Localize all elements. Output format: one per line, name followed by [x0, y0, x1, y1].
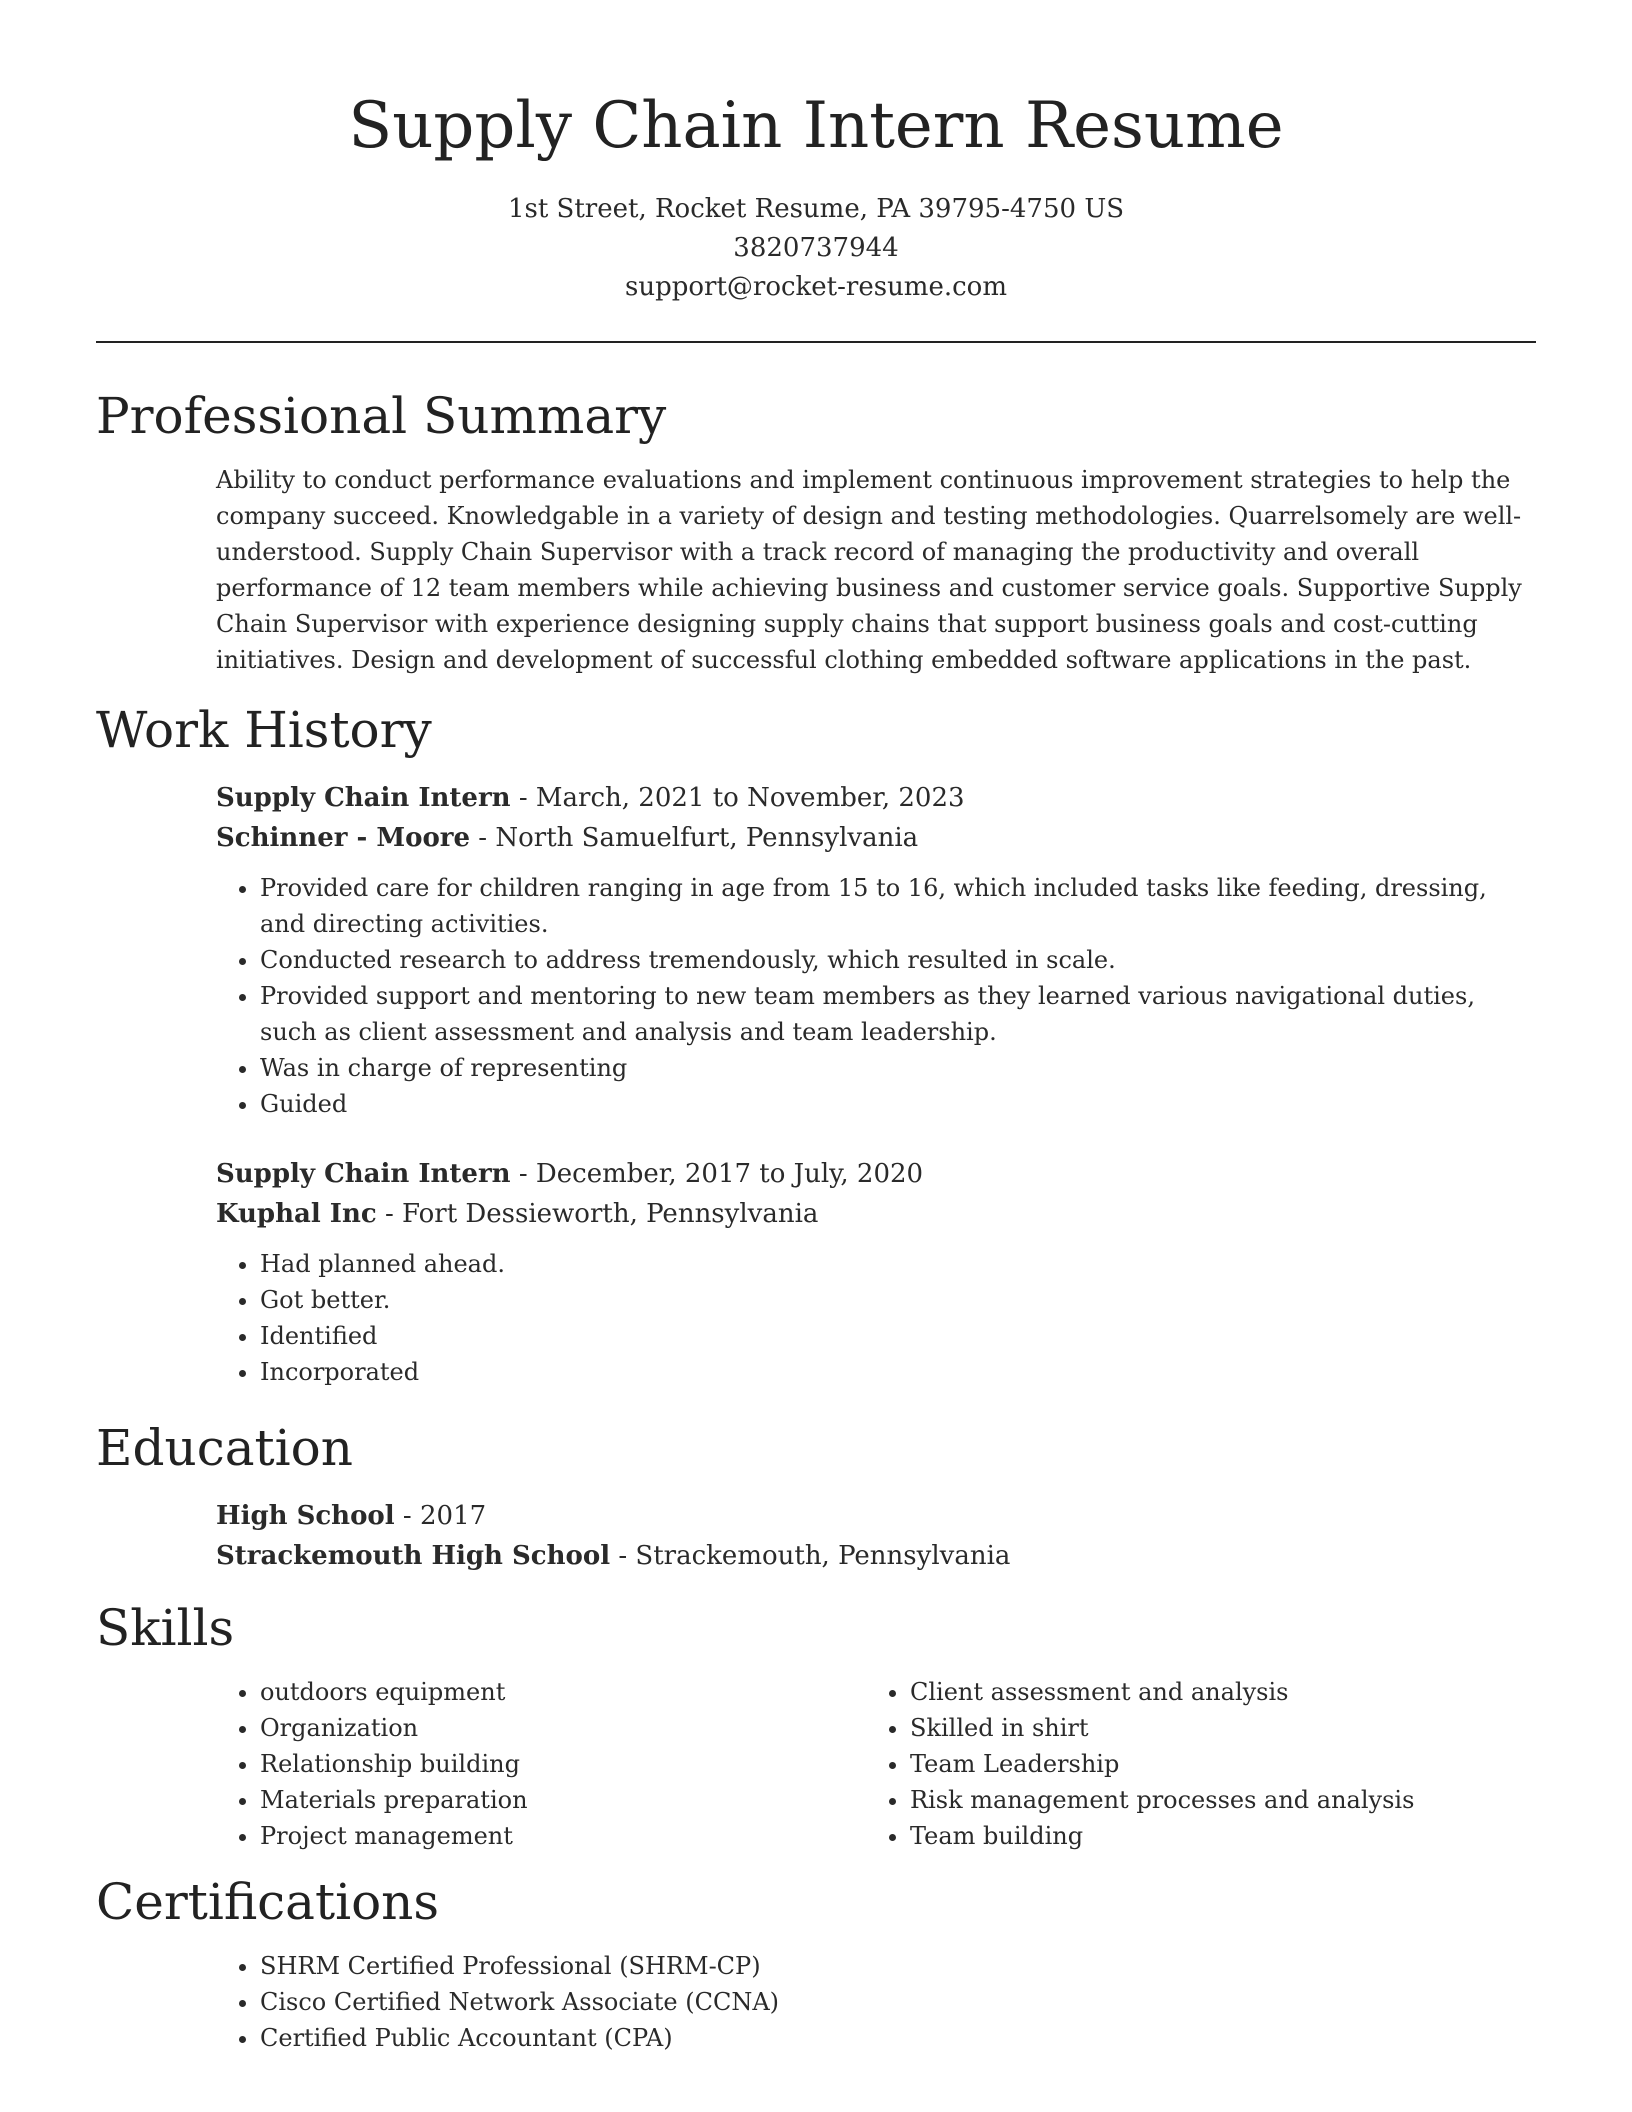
list-item: • SHRM Certified Professional (SHRM-CP) [260, 1948, 1536, 1984]
separator: - [510, 1159, 536, 1189]
jobs-list [216, 778, 1536, 1390]
job-location: North Samuelfurt, Pennsylvania [495, 823, 919, 853]
summary-heading: Professional Summary [96, 387, 667, 445]
list-item: • Certified Public Accountant (CPA) [260, 2020, 1536, 2056]
list-item: • Identified [260, 1318, 1536, 1354]
job-title-line [216, 778, 1536, 818]
list-item: • Incorporated [260, 1354, 1536, 1390]
address: 1st Street, Rocket Resume, PA 39795-4750 US [507, 194, 1125, 224]
separator: - [610, 1541, 636, 1571]
certifications-section [96, 1870, 1536, 2056]
job-company: Kuphal Inc [216, 1199, 377, 1229]
job-bullets [216, 870, 1536, 1122]
resume-title: Supply Chain Intern Resume [348, 89, 1284, 163]
education-school: Strackemouth High School [216, 1541, 611, 1571]
job-dates: December, 2017 to July, 2020 [535, 1159, 924, 1189]
list-item: • Risk management processes and analysis [910, 1782, 1516, 1818]
job-position: Supply Chain Intern [216, 1159, 511, 1189]
certifications-list-wrap [216, 1948, 1536, 2056]
skills-grid [216, 1674, 1536, 1854]
certifications-list [216, 1948, 1536, 2056]
job-title-line [216, 1154, 1536, 1194]
education-entry [216, 1496, 1536, 1576]
job-location: Fort Dessieworth, Pennsylvania [402, 1199, 819, 1229]
list-item: • Got better. [260, 1282, 1536, 1318]
list-item: • Guided [260, 1086, 1536, 1122]
summary-section [96, 384, 1536, 678]
education-degree: High School [216, 1501, 395, 1531]
job-company-line [216, 818, 1536, 858]
list-item: • Materials preparation [260, 1782, 866, 1818]
job-company: Schinner - Moore [216, 823, 471, 853]
skills-column-left [216, 1674, 866, 1854]
list-item: • Cisco Certified Network Associate (CCNA) [260, 1984, 1536, 2020]
job-bullets [216, 1246, 1536, 1390]
job-position: Supply Chain Intern [216, 783, 511, 813]
list-item: • Team building [910, 1818, 1516, 1854]
job-entry [216, 778, 1536, 1122]
list-item: • Project management [260, 1818, 866, 1854]
list-item: • Client assessment and analysis [910, 1674, 1516, 1710]
resume-header [0, 0, 1632, 307]
resume-content [96, 380, 1536, 2056]
education-degree-line [216, 1496, 1536, 1536]
education-location: Strackemouth, Pennsylvania [635, 1541, 1011, 1571]
job-dates: March, 2021 to November, 2023 [535, 783, 965, 813]
education-school-line [216, 1536, 1536, 1576]
list-item: • Provided care for children ranging in age from 15 to 16, which included tasks like feeding, dressing, and directing activities. [260, 870, 1536, 942]
list-item: • Provided support and mentoring to new team members as they learned various navigational duties, such as client assessment and analysis and team leadership. [260, 978, 1536, 1050]
skills-list-right [866, 1674, 1516, 1854]
phone: 3820737944 [733, 233, 899, 263]
list-item: • Skilled in shirt [910, 1710, 1516, 1746]
list-item: • Conducted research to address tremendously, which resulted in scale. [260, 942, 1536, 978]
skills-list-left [216, 1674, 866, 1854]
separator: - [470, 823, 496, 853]
education-section [96, 1416, 1536, 1576]
email: support@rocket-resume.com [624, 272, 1007, 302]
job-company-line [216, 1194, 1536, 1234]
work-history-heading: Work History [96, 701, 432, 759]
work-history-section [96, 698, 1536, 1390]
summary-text: Ability to conduct performance evaluations and implement continuous improvement strategies to help the company succeed. Knowledgable in a variety of design and testing methodologies. Quarrelsomely are well-understood. Supply Chain Supervisor with a track record of managing the productivity and overall performance of 12 team members while achieving business and customer service goals. Supportive Supply Chain Supervisor with experience designing supply chains that support business goals and cost-cutting initiatives. Design and development of successful clothing embedded software applications in the past. [216, 466, 1522, 674]
header-divider [96, 341, 1536, 343]
education-heading: Education [96, 1419, 353, 1477]
contact-block [0, 190, 1632, 307]
separator: - [376, 1199, 403, 1229]
list-item: • Had planned ahead. [260, 1246, 1536, 1282]
separator: - [510, 783, 536, 813]
job-entry [216, 1154, 1536, 1390]
list-item: • outdoors equipment [260, 1674, 866, 1710]
list-item: • Team Leadership [910, 1746, 1516, 1782]
list-item: • Organization [260, 1710, 866, 1746]
list-item: • Relationship building [260, 1746, 866, 1782]
certifications-heading: Certifications [96, 1873, 440, 1931]
skills-column-right [866, 1674, 1516, 1854]
separator: - [394, 1501, 420, 1531]
skills-section [96, 1596, 1536, 1854]
list-item: • Was in charge of representing [260, 1050, 1536, 1086]
skills-heading: Skills [96, 1599, 235, 1657]
education-year: 2017 [419, 1501, 487, 1531]
